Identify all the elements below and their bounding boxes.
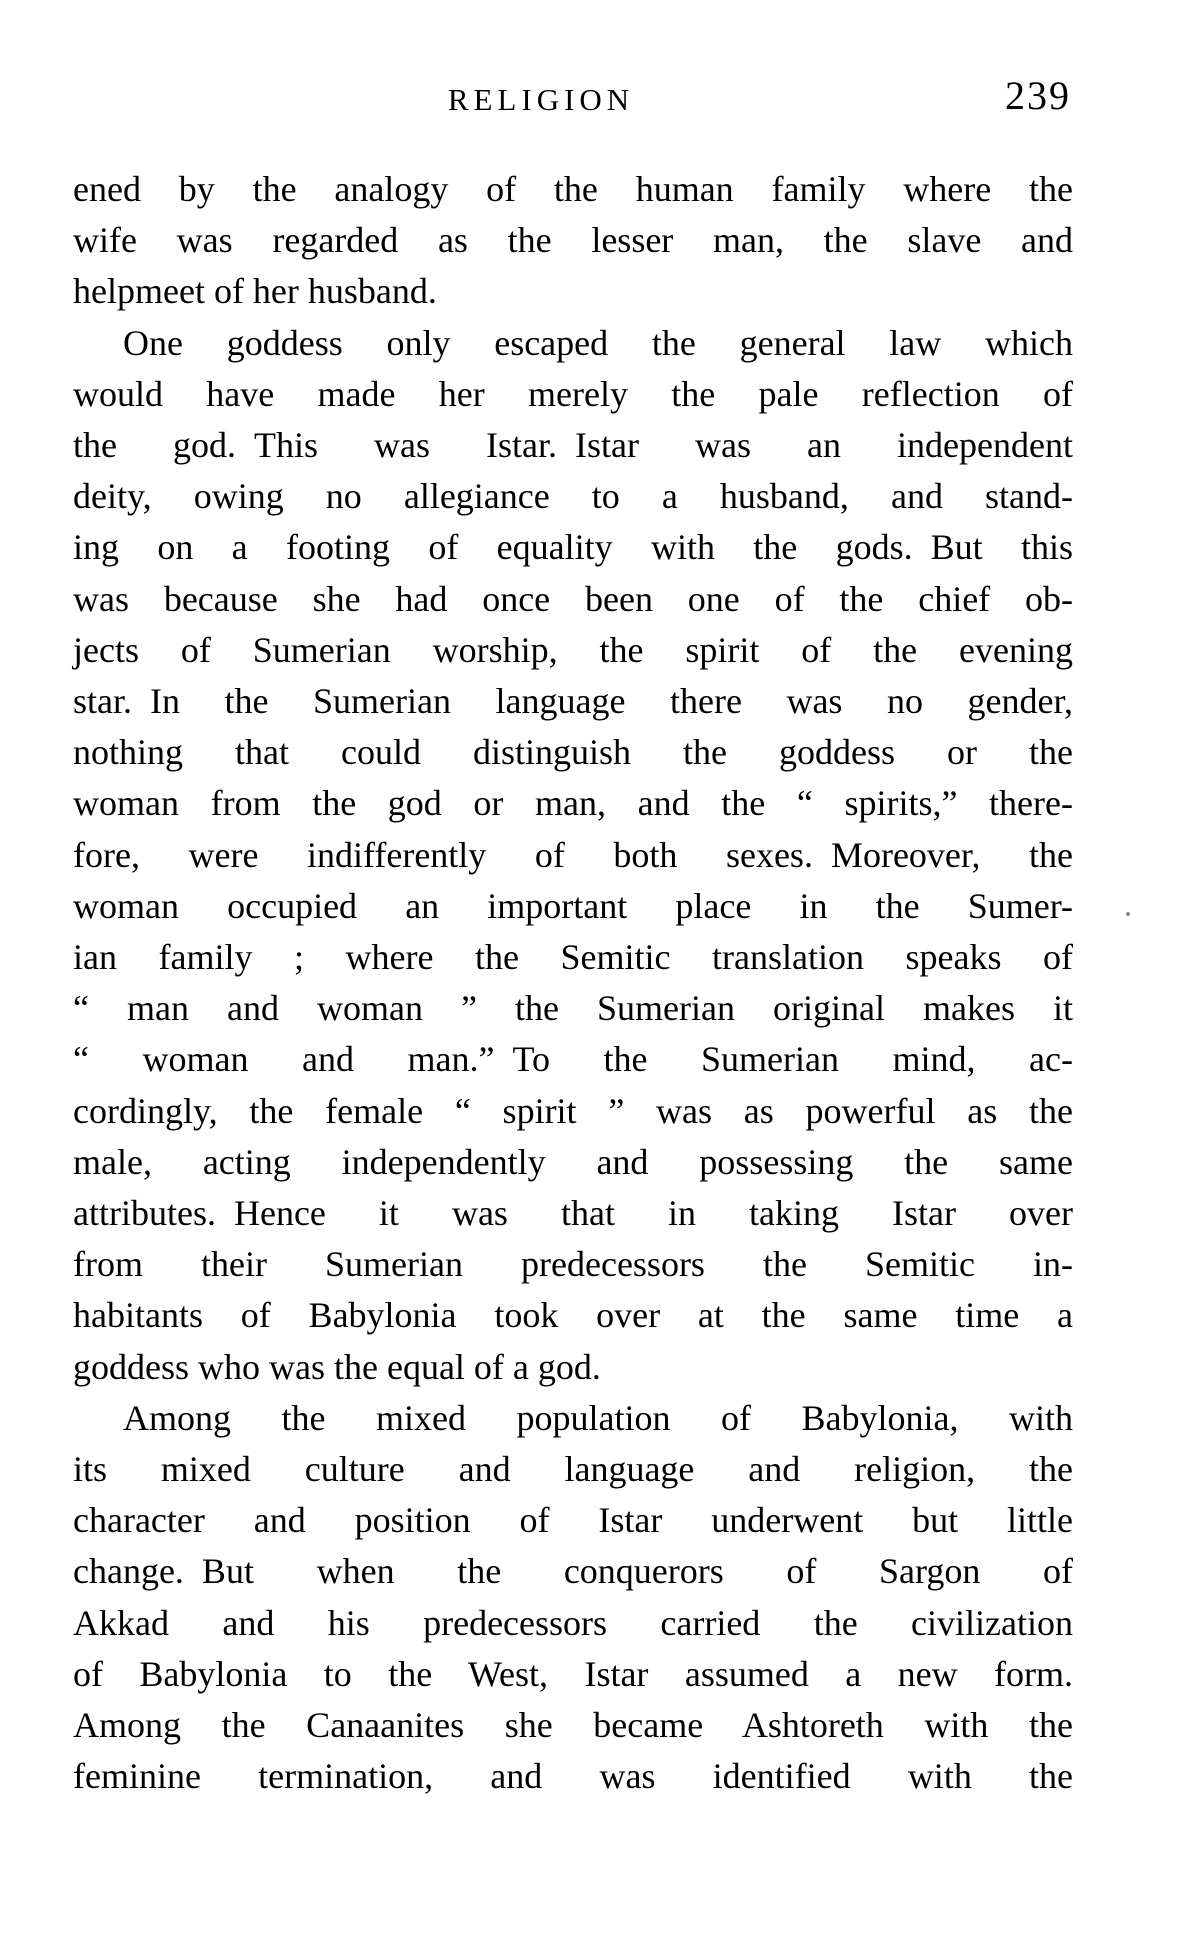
text-line: ened by the analogy of the human family where the [73, 169, 1073, 209]
text-line: its mixed culture and language and religion, the [73, 1449, 1073, 1490]
paragraph [73, 318, 1073, 1393]
text-line: woman occupied an important place in the Sumer- [73, 885, 1073, 926]
text-line: character and position of Istar underwent but little [73, 1500, 1073, 1541]
text-line: nothing that could distinguish the goddess or the [73, 732, 1073, 773]
scan-artifact-dot [1126, 912, 1130, 916]
text-line: feminine termination, and was identified with the [73, 1756, 1073, 1797]
paragraph [73, 1393, 1073, 1803]
text-line: Among the Canaanites she became Ashtoreth with the [73, 1705, 1073, 1746]
text-line: star. In the Sumerian language there was no gender, [73, 681, 1073, 722]
text-line: Akkad and his predecessors carried the civilization [73, 1602, 1073, 1643]
text-line: the god. This was Istar. Istar was an independent [73, 425, 1073, 466]
text-line: from their Sumerian predecessors the Semitic in- [73, 1244, 1073, 1285]
text-line: helpmeet of her husband. [73, 271, 437, 312]
text-line: ian family ; where the Semitic translation speaks of [73, 937, 1073, 978]
text-line: jects of Sumerian worship, the spirit of the evening [73, 629, 1073, 670]
text-line: would have made her merely the pale reflection of [73, 373, 1073, 414]
text-line: of Babylonia to the West, Istar assumed a new form. [73, 1653, 1073, 1694]
text-line: habitants of Babylonia took over at the same time a [73, 1295, 1073, 1336]
text-line: was because she had once been one of the chief ob- [73, 578, 1073, 619]
text-line: “ woman and man.” To the Sumerian mind, ac- [73, 1039, 1073, 1080]
text-line: woman from the god or man, and the “ spirits,” there- [73, 783, 1073, 824]
text-line: attributes. Hence it was that in taking Istar over [73, 1193, 1073, 1234]
text-line: “ man and woman ” the Sumerian original makes it [73, 988, 1073, 1029]
paragraph [73, 164, 1073, 318]
page-number: 239 [1005, 73, 1071, 118]
text-line: goddess who was the equal of a god. [73, 1346, 601, 1387]
text-line: wife was regarded as the lesser man, the slave and [73, 220, 1073, 261]
text-line: Among the mixed population of Babylonia, with [123, 1397, 1073, 1438]
text-line: ing on a footing of equality with the gods. But this [73, 527, 1073, 568]
text-line: One goddess only escaped the general law which [123, 322, 1073, 363]
text-line: deity, owing no allegiance to a husband, and stand- [73, 476, 1073, 517]
text-line: male, acting independently and possessing the same [73, 1141, 1073, 1182]
running-title: RELIGION [447, 82, 635, 117]
text-block [73, 164, 1073, 1803]
text-line: change. But when the conquerors of Sargon of [73, 1551, 1073, 1592]
page-header [73, 70, 1073, 140]
text-line: fore, were indifferently of both sexes. Moreover, the [73, 834, 1073, 875]
text-line: cordingly, the female “ spirit ” was as powerful as the [73, 1090, 1073, 1131]
